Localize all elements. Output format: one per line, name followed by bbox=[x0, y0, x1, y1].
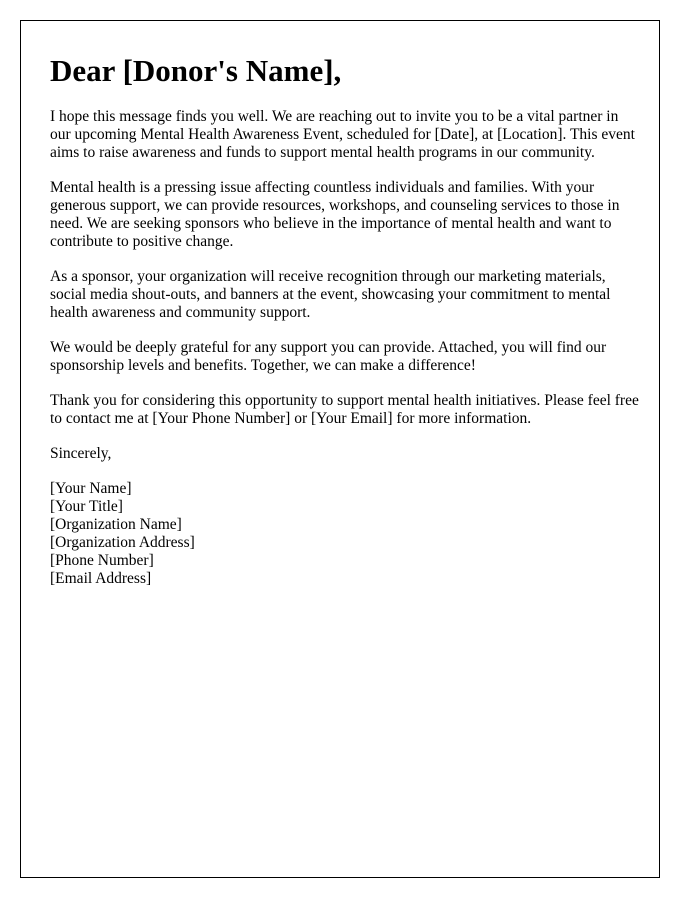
salutation-heading: Dear [Donor's Name], bbox=[50, 53, 342, 88]
signature-phone: [Phone Number] bbox=[50, 552, 154, 569]
body-paragraph-gratitude: We would be deeply grateful for any support you can provide. Attached, you will find our sponsorship levels and benefits. Together, we can make a difference! bbox=[50, 339, 607, 374]
signature-organization-name: [Organization Name] bbox=[50, 516, 182, 533]
letter-page bbox=[20, 20, 660, 878]
signature-block bbox=[50, 480, 640, 588]
signature-name: [Your Name] bbox=[50, 480, 132, 497]
signature-email: [Email Address] bbox=[50, 570, 152, 587]
body-paragraph-invitation: I hope this message finds you well. We are reaching out to invite you to be a vital partner in our upcoming Mental Health Awareness Event, scheduled for [Date], at [Location]. This event aims to raise awareness and funds to support mental health programs in our community. bbox=[50, 108, 635, 161]
body-paragraph-need: Mental health is a pressing issue affecting countless individuals and families. With your generous support, we can provide resources, workshops, and counseling services to those in need. We are seeking sponsors who believe in the importance of mental health and want to contribute to positive change. bbox=[50, 179, 620, 250]
signature-organization-address: [Organization Address] bbox=[50, 534, 195, 551]
body-paragraph-benefits: As a sponsor, your organization will receive recognition through our marketing materials, social media shout-outs, and banners at the event, showcasing your commitment to mental health awareness and community support. bbox=[50, 268, 611, 321]
signature-title: [Your Title] bbox=[50, 498, 123, 515]
closing-line: Sincerely, bbox=[50, 445, 112, 462]
letter-content bbox=[50, 53, 640, 588]
body-paragraph-contact: Thank you for considering this opportunity to support mental health initiatives. Please feel free to contact me at [Your Phone Number] or [Your Email] for more information. bbox=[50, 392, 639, 427]
